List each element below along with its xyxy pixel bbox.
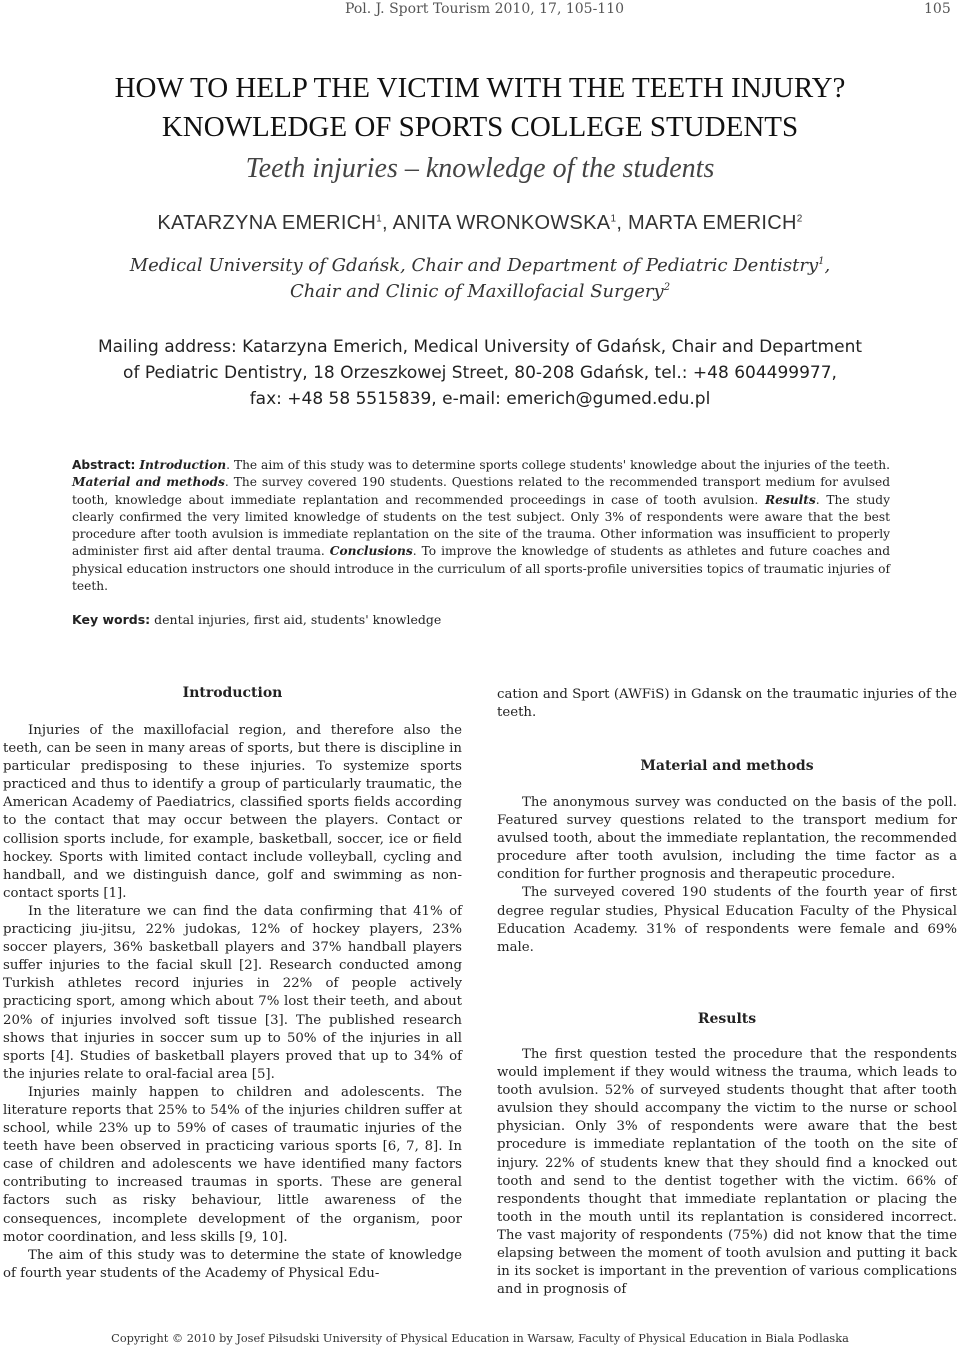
keywords-text: dental injuries, first aid, students' knowledge: [150, 612, 442, 627]
abstract-intro-text: . The aim of this study was to determine sports college students' knowledge about the injuries of the teeth.: [226, 458, 890, 472]
introduction-body: [3, 722, 462, 1283]
materials-body: [497, 794, 957, 957]
abstract-methods-text: . The survey covered 190 students. Questions related to the recommended transport medium for avulsed tooth, knowledge about immediate replantation and recommended proceedings in case of tooth avulsion.: [72, 475, 890, 507]
paragraph: cation and Sport (AWFiS) in Gdansk on the traumatic injuries of the teeth.: [497, 687, 957, 721]
author-name: ANITA WRONKOWSKA: [392, 212, 611, 234]
author-separator: ,: [382, 212, 393, 234]
paragraph: The anonymous survey was conducted on the basis of the poll. Featured survey questions related to the transport medium for avulsed tooth, about the immediate replantation, the recommended procedure after tooth avulsion, including the time factor as a condition for further prognosis and therapeutic procedure.: [497, 795, 957, 883]
title-line-1: HOW TO HELP THE VICTIM WITH THE TEETH INJURY?: [114, 72, 846, 104]
mailing-address: [0, 334, 960, 412]
mailing-line-1: Mailing address: Katarzyna Emerich, Medical University of Gdańsk, Chair and Department: [97, 337, 863, 357]
author-affiliation-mark: 1: [610, 213, 617, 225]
affiliation-2-mark: 2: [663, 282, 671, 293]
affiliation-1-tail: ,: [824, 255, 831, 276]
paragraph: Injuries of the maxillofacial region, and therefore also the teeth, can be seen in many areas of sports, but there is discipline in particular predisposing to these injuries. To systemize sports practiced and thus to identify a group of particularly traumatic, the American Academy of Paediatrics, classified sports fields according to the contact that may occur between the players. Contact or collision sports include, for example, basketball, soccer, ice or field hockey. Sports with limited contact include volleyball, cycling and handball, and we distinguish dance, golf and swimming as non-contact sports [1].: [3, 723, 462, 901]
affiliation-2-text: Chair and Clinic of Maxillofacial Surgery: [289, 281, 664, 302]
mailing-line-2: of Pediatric Dentistry, 18 Orzeszkowej Street, 80-208 Gdańsk, tel.: +48 604499977,: [123, 363, 837, 383]
author-name: KATARZYNA EMERICH: [157, 212, 377, 234]
affiliation-1-mark: 1: [818, 256, 825, 267]
affiliation-1-text: Medical University of Gdańsk, Chair and Department of Pediatric Dentistry: [129, 255, 819, 276]
abstract-results-text: . The study clearly confirmed the very limited knowledge of students on the test subject. Only 3% of respondents were aware that the best procedure after tooth avulsion is immediate replantation on the site of the trauma. Other information was insufficient to properly administer first aid after dental trauma.: [72, 492, 890, 559]
affiliation-2: [0, 281, 960, 302]
abstract-intro-heading: Introduction: [139, 458, 227, 472]
affiliation-1: [0, 255, 960, 276]
introduction-continued: [497, 686, 957, 722]
journal-citation: Pol. J. Sport Tourism 2010, 17, 105-110: [345, 1, 625, 17]
page-number: 105: [924, 1, 951, 17]
abstract-methods-heading: Material and methods: [72, 475, 225, 490]
section-heading-results: Results: [697, 1011, 757, 1027]
author-separator: ,: [616, 212, 629, 234]
paragraph: The first question tested the procedure that the respondents would implement if they would witness the trauma, which leads to tooth avulsion. 52% of surveyed students thought that after tooth avulsion they should accompany the victim to the nurse or school physician. Only 3% of respondents were aware that the best procedure is immediate replantation of the tooth on the site of injury. 22% of students knew that they should find a knocked out tooth and send to the dentist together with the victim. 66% of respondents thought that immediate replantation or placing the tooth in the mouth until its replantation is considered incorrect. The vast majority of respondents (75%) did not know that the time elapsing between the moment of tooth avulsion and putting it back in its socket is important in the prevention of various complications and in prognosis of: [497, 1047, 957, 1298]
section-heading-introduction: Introduction: [182, 685, 283, 701]
paragraph: The surveyed covered 190 students of the fourth year of first degree regular studies, Physical Education Faculty of the Physical Education Academy. 31% of respondents were female and 69% male.: [497, 885, 957, 955]
subtitle: Teeth injuries – knowledge of the students: [245, 153, 715, 184]
paragraph: In the literature we can find the data confirming that 41% of practicing jiu-jitsu, 22% judokas, 12% of hockey players, 23% soccer players, 36% basketball players and 37% handball players suffer injuries to the facial skull [2]. Research conducted among Turkish athletes record injuries in 22% of people actively practicing sport, among which about 7% lost their teeth, and about 20% of injuries involved soft tissue [3]. The published research shows that injuries in soccer sum up to 50% of the injuries in all sports [4]. Studies of basketball players proved that up to 34% of the injuries relate to oral-facial area [5].: [3, 903, 462, 1082]
abstract-conclusions-heading: Conclusions: [329, 544, 413, 559]
abstract: [72, 457, 890, 595]
author-affiliation-mark: 2: [796, 213, 803, 225]
abstract-conclusions-text: . To improve the knowledge of students as athletes and future coaches and physical education instructors one should introduce in the curriculum of all sports-profile universities topics of traumatic injuries of teeth.: [72, 544, 890, 594]
results-body: [497, 1046, 957, 1299]
abstract-label: Abstract:: [72, 458, 136, 472]
keywords-label: Key words:: [72, 612, 151, 627]
running-header: [0, 0, 960, 22]
paragraph: The aim of this study was to determine the state of knowledge of fourth year students of the Academy of Physical Edu-: [3, 1247, 462, 1281]
paragraph: Injuries mainly happen to children and adolescents. The literature reports that 25% to 54% of the injuries children suffer at school, while 23% up to 59% of cases of traumatic injuries of the teeth have been observed in practicing various sports [6, 7, 8]. In case of children and adolescents we have identified many factors contributing to increased traumas in sports. These are general factors such as risky behaviour, little awareness of the consequences, incomplete development of the organism, poor motor coordination, and less skills [9, 10].: [3, 1084, 462, 1245]
abstract-results-heading: Results: [764, 492, 816, 507]
copyright-footer: Copyright © 2010 by Josef Piłsudski University of Physical Education in Warsaw, Faculty of Physical Education in Biala Podlaska: [111, 1332, 849, 1345]
author-name: MARTA EMERICH: [628, 212, 797, 234]
author-list: [0, 212, 960, 235]
mailing-line-3: fax: +48 58 5515839, e-mail: emerich@gumed.edu.pl: [249, 389, 711, 409]
title-line-2: KNOWLEDGE OF SPORTS COLLEGE STUDENTS: [161, 111, 799, 143]
section-heading-materials: Material and methods: [640, 758, 814, 774]
keywords: [72, 612, 441, 627]
author-affiliation-mark: 1: [376, 213, 383, 225]
